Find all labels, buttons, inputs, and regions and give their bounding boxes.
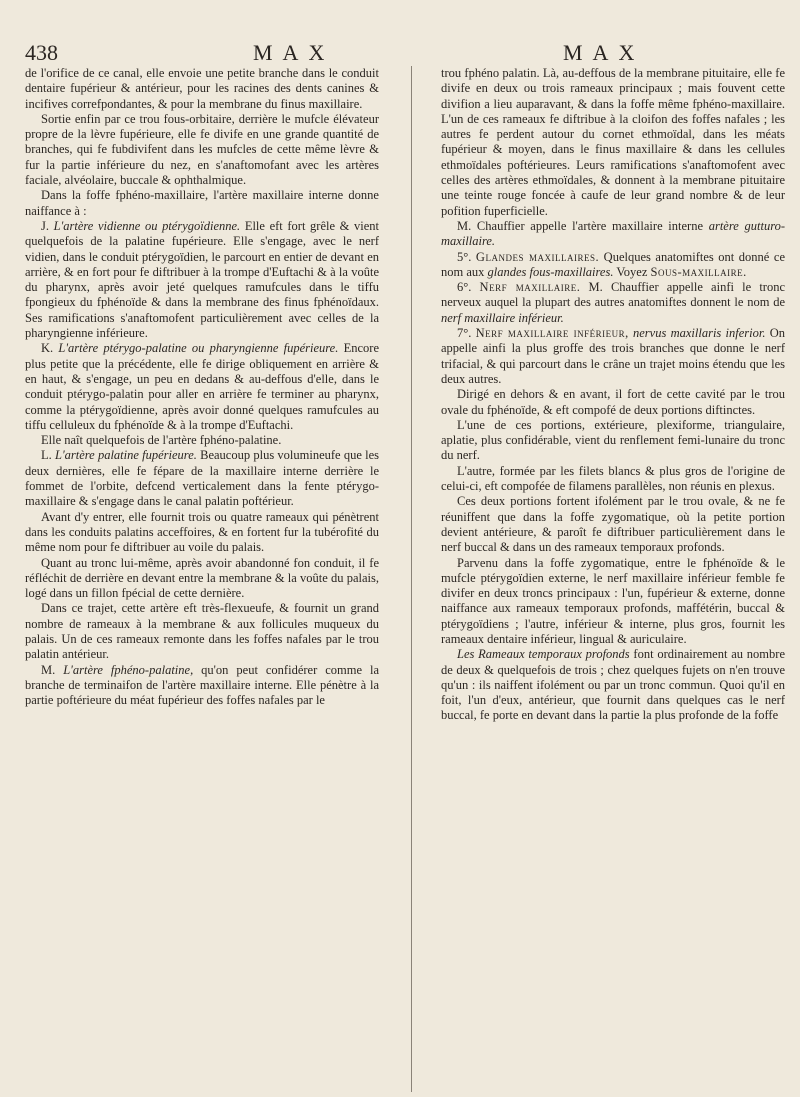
paragraph: Sortie enfin par ce trou fous-orbitaire, derrière le mufcle élévateur propre de la lèvre fupérieure, elle fe divife en une grande quantité de branches, qui fe fubdivifent dans les mufcles de cette même lèvre & fur la partie inférieure du nez, en s'anaftomofant avec les artères faciale, alvéolaire, buccale & ophthalmique.	[25, 111, 379, 188]
paragraph: Quant au tronc lui-même, après avoir abandonné fon conduit, il fe réfléchit de derrière en devant entre la membrane & la voûte du palais, logé dans un fillon fpécial de cette dernière.	[25, 555, 379, 601]
header-title-left: MAX	[253, 40, 335, 65]
right-column	[441, 66, 785, 1094]
header-title-right: MAX	[563, 40, 645, 65]
paragraph: Dirigé en dehors & en avant, il fort de cette cavité par le trou ovale du fphénoïde, & eft compofé de deux portions diftinctes.	[441, 387, 785, 417]
running-header	[25, 40, 780, 64]
paragraph: Avant d'y entrer, elle fournit trois ou quatre rameaux qui pénètrent dans les conduits palatins acceffoires, & en fortent fur la tubérofité du même nom pour fe diftribuer au voile du palais.	[25, 509, 379, 555]
page-number: 438	[25, 40, 58, 65]
paragraph: Les Rameaux temporaux profonds font ordinairement au nombre de deux & quelquefois de trois ; chez quelques fujets on n'en trouve qu'un : ils naiffent ifolément ou par un tronc commun. Quoi qu'il en foit, l'un d'eux, antérieur, que fournit dans quelques cas le nerf buccal, fe porte en devant dans la partie la plus profonde de la foffe	[441, 647, 785, 723]
paragraph: M. Chauffier appelle l'artère maxillaire interne artère gutturo-maxillaire.	[441, 218, 785, 249]
paragraph: Dans ce trajet, cette artère eft très-flexueufe, & fournit un grand nombre de rameaux à la membrane & aux follicules muqueux du palais. Un de ces rameaux remonte dans les foffes nafales par le trou palatin antérieur.	[25, 601, 379, 662]
paragraph: L. L'artère palatine fupérieure. Beaucoup plus volumineufe que les deux dernières, elle fe fépare de la maxillaire interne derrière le fommet de l'orbite, defcend verticalement dans la fente ptérygo-maxillaire & s'engage dans le canal palatin poftérieur.	[25, 448, 379, 509]
paragraph: J. L'artère vidienne ou ptérygoïdienne. Elle eft fort grêle & vient quelquefois de la palatine fupérieure. Elle s'engage, avec le nerf vidien, dans le conduit ptérygoïdien, le parcourt en entier de devant en arrière, & en fort pour fe diftribuer à la trompe d'Euftachi & à la voûte du pharynx, après avoir jeté quelques ramufcules dans le tiffu fpongieux du fphénoïde & dans la membrane des finus fphénoïdaux. Ses ramifications s'anaftomofent particulièrement avec celles de la pharyngienne inférieure.	[25, 218, 379, 341]
paragraph: trou fphéno palatin. Là, au-deffous de la membrane pituitaire, elle fe divife en deux ou trois rameaux principaux ; mais fouvent cette divifion a lieu auparavant, & dans la foffe même fphéno-maxillaire. L'un de ces rameaux fe diftribue à la cloifon des foffes nafales ; les autres fe perdent autour du cornet ethmoïdal, dans les méats fupérieur & moyen, dans le finus maxillaire & dans les cellules ethmoïdales poftérieures. Leurs ramifications s'anaftomofent avec celles des artères ethmoïdales, & donnent à la membrane pituitaire une teinte rouge foncée à caufe de leur grand nombre & de leur pofition fuperficielle.	[441, 66, 785, 218]
paragraph: Dans la foffe fphéno-maxillaire, l'artère maxillaire interne donne naiffance à :	[25, 188, 379, 218]
paragraph: 6°. Nerf maxillaire. M. Chauffier appelle ainfi le tronc nerveux auquel la plupart des autres anatomiftes donnent le nom de nerf maxillaire inférieur.	[441, 280, 785, 325]
paragraph: Ces deux portions fortent ifolément par le trou ovale, & ne fe réuniffent que dans la foffe zygomatique, où la petite portion devient antérieure, & paroît fe diftribuer particulièrement dans le nerf buccal & dans un des rameaux temporaux profonds.	[441, 494, 785, 555]
left-column	[25, 66, 379, 1094]
paragraph: L'autre, formée par les filets blancs & plus gros de l'origine de celui-ci, eft compofée de filamens parallèles, non réunis en plexus.	[441, 463, 785, 494]
paragraph: 7°. Nerf maxillaire inférieur, nervus maxillaris inferior. On appelle ainfi la plus groffe des trois branches que donne le nerf trifacial, & qui parcourt dans le crâne un trajet moins étendu que les deux autres.	[441, 326, 785, 386]
column-divider	[411, 66, 412, 1092]
paragraph: 5°. Glandes maxillaires. Quelques anatomiftes ont donné ce nom aux glandes fous-maxillaires. Voyez Sous-maxillaire.	[441, 249, 785, 279]
paragraph: de l'orifice de ce canal, elle envoie une petite branche dans le conduit dentaire fupérieur & antérieur, pour les racines des dents canines & incifives correfpondantes, & pour la membrane du finus maxillaire.	[25, 66, 379, 111]
paragraph: L'une de ces portions, extérieure, plexiforme, triangulaire, aplatie, plus confidérable, vient du renflement femi-lunaire du tronc du nerf.	[441, 417, 785, 463]
paragraph: Elle naît quelquefois de l'artère fphéno-palatine.	[41, 433, 282, 448]
paragraph: Parvenu dans la foffe zygomatique, entre le fphénoïde & le mufcle ptérygoïdien externe, le nerf maxillaire inférieur femble fe divifer en deux troncs principaux : l'un, fupérieur & externe, donne naiffance aux rameaux temporaux profonds, maffétérin, buccal & ptérygoïdiens ; l'autre, inférieur & interne, plus gros, fournit les rameaux dentaire inférieur, lingual & auriculaire.	[441, 555, 785, 646]
paragraph: K. L'artère ptérygo-palatine ou pharyngienne fupérieure. Encore plus petite que la précédente, elle fe dirige obliquement en arrière & en haut, & s'engage, un peu en dedans & au-deffous d'elle, dans le conduit ptérygo-palatin pour aller en arrière fe terminer au pharynx, comme la ptérygoïdienne, après avoir donné quelques ramufcules au tiffu celluleux du fphénoïde & à la trompe d'Euftachi.	[25, 341, 379, 432]
paragraph: M. L'artère fphéno-palatine, qu'on peut confidérer comme la branche de terminaifon de l'artère maxillaire interne. Elle pénètre à la partie poftérieure du méat fupérieur des foffes nafales par le	[25, 662, 379, 708]
